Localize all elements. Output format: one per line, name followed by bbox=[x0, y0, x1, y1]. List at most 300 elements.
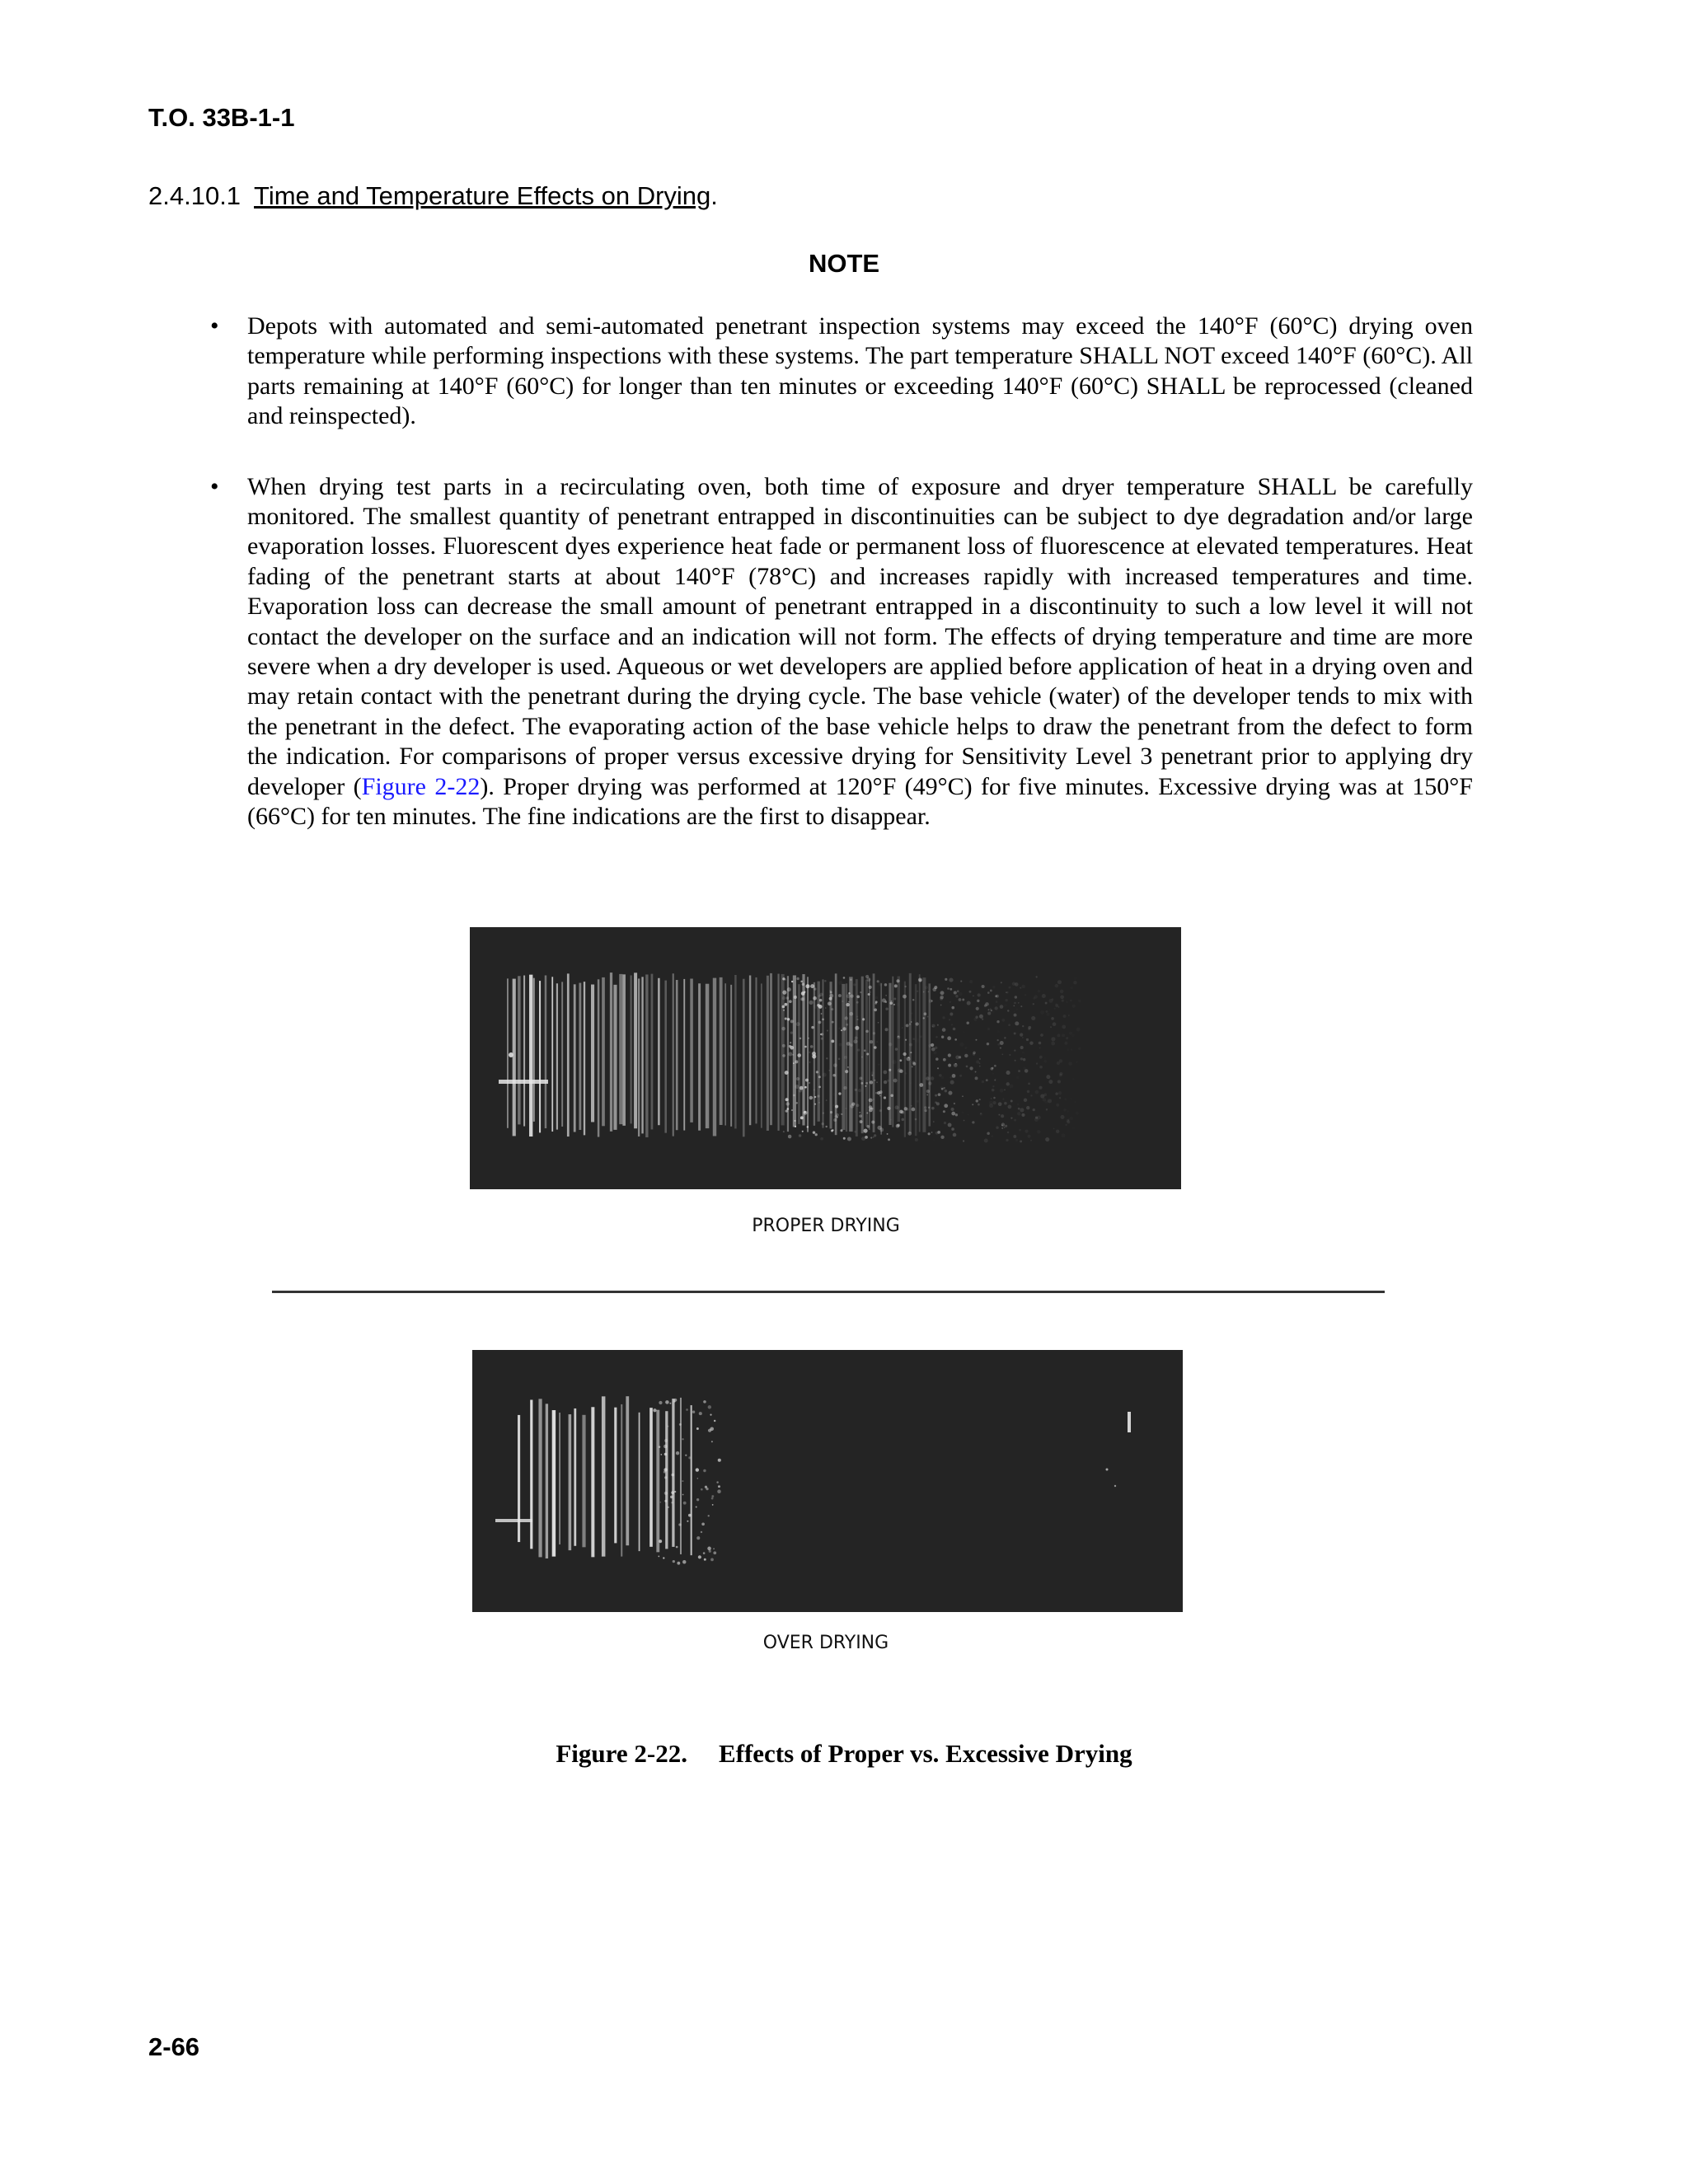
speckle bbox=[1029, 1041, 1033, 1044]
speckle bbox=[924, 1106, 926, 1108]
proper-drying-caption: PROPER DRYING bbox=[752, 1216, 900, 1236]
speckle bbox=[875, 996, 878, 999]
speckle bbox=[844, 1056, 847, 1059]
speckle bbox=[840, 1129, 842, 1132]
speckle bbox=[903, 1052, 906, 1056]
speckle bbox=[658, 1556, 659, 1558]
speckle bbox=[1022, 1052, 1025, 1054]
speckle bbox=[926, 1090, 930, 1093]
speckle bbox=[945, 978, 947, 981]
speckle bbox=[964, 1054, 968, 1057]
speckle bbox=[821, 1038, 823, 1040]
speckle bbox=[1063, 1108, 1067, 1112]
over-drying-caption: OVER DRYING bbox=[762, 1633, 889, 1653]
indication-streak bbox=[567, 973, 570, 1137]
speckle bbox=[1005, 1125, 1007, 1127]
indication-streak bbox=[649, 1408, 653, 1547]
speckle bbox=[998, 1020, 1000, 1022]
speckle bbox=[889, 1069, 891, 1071]
document-id-header: T.O. 33B-1-1 bbox=[148, 103, 295, 132]
speckle bbox=[1058, 1006, 1060, 1008]
speckle bbox=[682, 1438, 683, 1440]
speckle bbox=[1039, 1047, 1041, 1049]
speckle bbox=[1071, 1048, 1072, 1050]
speckle bbox=[916, 1022, 919, 1025]
indication-streak bbox=[551, 977, 553, 1132]
speckle bbox=[931, 1024, 935, 1028]
indication-streak bbox=[915, 984, 917, 1136]
speckle bbox=[917, 991, 918, 992]
speckle bbox=[708, 1405, 711, 1408]
speckle bbox=[890, 1119, 892, 1121]
speckle bbox=[829, 994, 833, 998]
speckle bbox=[660, 1502, 662, 1503]
speckle bbox=[988, 1009, 990, 1010]
speckle bbox=[869, 1098, 873, 1102]
indication-streak bbox=[591, 1407, 594, 1557]
speckle bbox=[972, 1121, 974, 1123]
speckle bbox=[887, 1133, 889, 1135]
section-heading bbox=[148, 181, 718, 211]
speckle bbox=[915, 1038, 919, 1043]
speckle bbox=[1068, 1062, 1071, 1065]
speckle bbox=[854, 1131, 856, 1133]
speckle bbox=[790, 1042, 791, 1043]
speckle bbox=[1007, 1132, 1009, 1133]
speckle bbox=[796, 1022, 800, 1026]
indication-streak bbox=[561, 982, 563, 1127]
speckle bbox=[860, 1082, 863, 1085]
speckle bbox=[790, 1031, 793, 1033]
speckle bbox=[718, 1485, 720, 1488]
speckle bbox=[831, 1008, 833, 1010]
speckle bbox=[1057, 1062, 1060, 1065]
speckle bbox=[903, 995, 907, 999]
speckle bbox=[950, 1076, 952, 1079]
speckle bbox=[990, 990, 992, 992]
speckle bbox=[912, 999, 914, 1001]
speckle bbox=[941, 1036, 944, 1038]
speckle bbox=[664, 1500, 667, 1502]
speckle bbox=[877, 980, 879, 982]
speckle bbox=[1004, 1089, 1006, 1090]
indication-streak bbox=[626, 1396, 629, 1545]
indication-streak bbox=[518, 976, 520, 1124]
speckle bbox=[1004, 1127, 1006, 1128]
speckle bbox=[671, 1474, 674, 1477]
speckle bbox=[838, 994, 842, 997]
speckle bbox=[1071, 1098, 1072, 1099]
speckle bbox=[1033, 1003, 1034, 1005]
speckle bbox=[833, 1063, 837, 1067]
speckle bbox=[897, 1124, 900, 1127]
indication-streak bbox=[683, 979, 685, 1131]
speckle bbox=[975, 1015, 978, 1018]
speckle bbox=[1004, 1037, 1006, 1038]
indication-streak bbox=[761, 983, 762, 1127]
speckle bbox=[947, 1036, 951, 1040]
speckle bbox=[864, 1049, 866, 1052]
speckle bbox=[949, 977, 953, 982]
speckle bbox=[1037, 1130, 1040, 1133]
speckle bbox=[1021, 1113, 1025, 1117]
speckle bbox=[1022, 1037, 1024, 1038]
speckle bbox=[925, 986, 928, 989]
note-bullet-text-after-link: ). Proper drying was performed at 120°F (49°C) for five minutes. Excessive drying was at 150°F (66°C) for ten minutes. The fine indications are the first to disappear. bbox=[247, 772, 1473, 831]
speckle bbox=[1051, 1037, 1055, 1041]
speckle bbox=[979, 1015, 983, 1019]
indication-streak bbox=[898, 976, 900, 1122]
speckle bbox=[835, 1105, 838, 1108]
speckle bbox=[885, 1007, 888, 1010]
speckle bbox=[682, 1560, 686, 1563]
speckle bbox=[837, 1000, 840, 1002]
speckle bbox=[1043, 1093, 1047, 1096]
speckle bbox=[1055, 1092, 1058, 1095]
speckle bbox=[997, 1030, 1000, 1033]
speckle bbox=[848, 1067, 850, 1069]
speckle bbox=[782, 996, 785, 1000]
speckle bbox=[955, 1055, 959, 1059]
speckle bbox=[890, 1002, 893, 1005]
speckle bbox=[874, 1046, 877, 1049]
speckle bbox=[1044, 1100, 1048, 1104]
indication-streak bbox=[680, 1398, 682, 1554]
speckle bbox=[1027, 1090, 1029, 1093]
speckle bbox=[804, 1046, 807, 1048]
speckle bbox=[1044, 1060, 1047, 1062]
speckle bbox=[820, 1033, 822, 1035]
speckle bbox=[1033, 1108, 1035, 1111]
speckle bbox=[1031, 984, 1034, 987]
speckle bbox=[923, 1017, 925, 1019]
speckle bbox=[845, 1016, 848, 1019]
indication-streak bbox=[904, 982, 906, 1137]
speckle bbox=[710, 1558, 714, 1561]
speckle bbox=[1062, 1133, 1066, 1137]
speckle bbox=[861, 1056, 863, 1057]
speckle bbox=[696, 1536, 700, 1540]
speckle bbox=[802, 983, 804, 986]
speckle bbox=[1015, 1060, 1016, 1062]
speckle bbox=[879, 1095, 881, 1097]
speckle bbox=[845, 1070, 848, 1073]
speckle bbox=[933, 1121, 935, 1122]
speckle bbox=[817, 1095, 819, 1098]
speckle bbox=[909, 1023, 911, 1024]
indication-streak bbox=[582, 1415, 585, 1548]
speckle bbox=[1045, 1010, 1048, 1013]
speckle bbox=[813, 1131, 815, 1133]
speckle bbox=[842, 1027, 846, 1030]
speckle bbox=[991, 1098, 992, 1099]
speckle bbox=[931, 1076, 934, 1080]
speckle bbox=[1020, 989, 1025, 993]
speckle bbox=[667, 1426, 668, 1427]
speckle bbox=[979, 1058, 981, 1060]
speckle bbox=[941, 1088, 944, 1090]
indication-streak bbox=[574, 1408, 576, 1546]
speckle bbox=[717, 1489, 721, 1493]
speckle bbox=[976, 1099, 978, 1102]
speckle bbox=[1014, 1002, 1016, 1005]
speckle bbox=[901, 1118, 904, 1122]
speckle bbox=[978, 1104, 980, 1106]
speckle bbox=[1009, 987, 1011, 989]
speckle bbox=[1051, 1005, 1053, 1006]
speckle bbox=[1024, 1099, 1027, 1102]
speckle bbox=[814, 1104, 816, 1105]
indication-streak bbox=[584, 982, 585, 1135]
speckle bbox=[682, 1480, 683, 1482]
speckle bbox=[1060, 995, 1064, 999]
speckle bbox=[1020, 1046, 1024, 1049]
speckle bbox=[841, 1113, 842, 1115]
speckle bbox=[838, 1058, 841, 1061]
speckle bbox=[895, 1105, 899, 1109]
indication-streak bbox=[569, 1414, 572, 1550]
speckle bbox=[1050, 1026, 1052, 1028]
indication-streak bbox=[533, 978, 535, 1122]
speckle bbox=[982, 1080, 984, 1083]
section-title-period: . bbox=[710, 181, 718, 210]
speckle bbox=[978, 993, 981, 996]
speckle bbox=[1038, 990, 1040, 992]
speckle bbox=[858, 1089, 861, 1092]
speckle bbox=[1106, 1469, 1109, 1471]
speckle bbox=[987, 1028, 990, 1030]
speckle bbox=[948, 1091, 952, 1095]
speckle bbox=[701, 1522, 705, 1526]
speckle bbox=[937, 1067, 939, 1069]
indication-streak bbox=[861, 977, 864, 1134]
indication-streak bbox=[651, 974, 654, 1130]
speckle bbox=[874, 1002, 876, 1004]
speckle bbox=[1028, 1135, 1031, 1138]
speckle bbox=[856, 1015, 858, 1017]
indication-streak bbox=[656, 1410, 659, 1553]
speckle bbox=[935, 1047, 937, 1049]
speckle bbox=[873, 1137, 874, 1138]
speckle bbox=[935, 1036, 937, 1038]
speckle bbox=[990, 1009, 992, 1010]
speckle bbox=[979, 1099, 981, 1100]
indication-streak bbox=[538, 1399, 542, 1557]
speckle bbox=[1001, 1019, 1005, 1022]
speckle bbox=[823, 1112, 824, 1113]
indication-streak bbox=[734, 975, 736, 1128]
speckle bbox=[664, 1492, 668, 1495]
indication-streak bbox=[658, 978, 660, 1125]
speckle bbox=[800, 1116, 804, 1119]
speckle bbox=[1053, 1128, 1055, 1130]
speckle bbox=[897, 1035, 900, 1038]
speckle bbox=[942, 1028, 946, 1032]
speckle bbox=[943, 1087, 945, 1089]
speckle bbox=[809, 1062, 811, 1063]
speckle bbox=[1073, 977, 1077, 981]
figure-title: Effects of Proper vs. Excessive Drying bbox=[718, 1739, 1132, 1768]
speckle bbox=[788, 1052, 792, 1057]
indication-streak bbox=[743, 979, 745, 1137]
speckle bbox=[879, 982, 883, 987]
speckle bbox=[924, 1012, 927, 1015]
speckle bbox=[959, 992, 963, 996]
speckle bbox=[1007, 1010, 1009, 1011]
speckle bbox=[796, 1077, 799, 1080]
speckle bbox=[825, 1007, 827, 1009]
speckle bbox=[865, 1030, 869, 1033]
speckle bbox=[855, 1036, 858, 1039]
figure-reference-link[interactable]: Figure 2-22 bbox=[361, 772, 481, 800]
speckle bbox=[960, 981, 962, 982]
speckle bbox=[813, 996, 817, 1001]
indication-streak bbox=[546, 1404, 548, 1558]
speckle bbox=[973, 996, 974, 997]
bullet-dot-icon: • bbox=[210, 472, 219, 500]
speckle bbox=[935, 1094, 937, 1097]
speckle bbox=[1047, 1013, 1050, 1016]
speckle bbox=[1016, 1076, 1019, 1079]
speckle bbox=[821, 1013, 823, 1015]
speckle bbox=[987, 1012, 991, 1015]
speckle bbox=[969, 1066, 973, 1070]
speckle bbox=[994, 1079, 996, 1080]
speckle bbox=[885, 995, 887, 996]
speckle bbox=[1071, 1033, 1075, 1037]
speckle bbox=[895, 1047, 898, 1050]
speckle bbox=[848, 1001, 850, 1003]
note-bullet-list bbox=[210, 312, 1473, 832]
speckle bbox=[676, 1451, 679, 1455]
speckle bbox=[804, 1111, 806, 1113]
indication-streak bbox=[929, 983, 931, 1126]
speckle bbox=[683, 1502, 687, 1505]
indication-streak bbox=[539, 981, 541, 1132]
speckle bbox=[975, 1039, 977, 1041]
speckle bbox=[996, 1126, 998, 1128]
speckle bbox=[874, 1080, 875, 1081]
speckle bbox=[714, 1420, 715, 1422]
speckle bbox=[953, 1028, 956, 1031]
speckle bbox=[845, 1108, 846, 1109]
indication-streak bbox=[622, 974, 626, 1126]
speckle bbox=[964, 1120, 965, 1122]
speckle bbox=[987, 1132, 990, 1136]
speckle bbox=[1028, 1083, 1030, 1085]
speckle bbox=[704, 1558, 706, 1561]
speckle bbox=[862, 1018, 865, 1020]
indication-streak bbox=[591, 985, 594, 1122]
speckle bbox=[998, 1102, 1002, 1106]
indication-streak bbox=[770, 973, 772, 1125]
speckle bbox=[1067, 1048, 1069, 1051]
indication-streak bbox=[495, 1519, 532, 1522]
speckle bbox=[874, 1009, 877, 1012]
speckle bbox=[935, 1057, 939, 1061]
speckle bbox=[1026, 1038, 1029, 1041]
speckle bbox=[911, 1018, 915, 1022]
speckle bbox=[975, 1071, 977, 1073]
speckle bbox=[664, 1476, 667, 1479]
speckle bbox=[1078, 978, 1080, 980]
speckle bbox=[884, 1071, 888, 1075]
speckle bbox=[966, 1066, 968, 1068]
note-bullet-1 bbox=[210, 312, 1473, 432]
speckle bbox=[1017, 1112, 1020, 1115]
speckle bbox=[1052, 998, 1054, 1001]
speckle bbox=[950, 1012, 953, 1015]
speckle bbox=[1039, 1056, 1043, 1059]
speckle bbox=[1006, 1082, 1010, 1085]
speckle bbox=[1055, 984, 1058, 987]
speckle bbox=[1057, 1085, 1059, 1086]
speckle bbox=[785, 1109, 788, 1112]
speckle bbox=[687, 1521, 688, 1522]
speckle bbox=[987, 991, 990, 994]
speckle bbox=[791, 981, 793, 982]
speckle bbox=[928, 991, 930, 993]
speckle bbox=[718, 1459, 721, 1462]
speckle bbox=[991, 1135, 993, 1137]
speckle bbox=[908, 1057, 910, 1058]
speckle bbox=[701, 1531, 702, 1533]
speckle bbox=[671, 1491, 674, 1494]
speckle bbox=[1045, 1107, 1048, 1110]
speckle bbox=[1020, 1057, 1023, 1060]
speckle bbox=[818, 1086, 821, 1089]
indication-streak bbox=[691, 1405, 692, 1555]
speckle bbox=[992, 1085, 994, 1087]
speckle bbox=[663, 1471, 666, 1474]
indication-streak bbox=[513, 979, 516, 1137]
speckle bbox=[951, 1006, 954, 1010]
speckle bbox=[931, 1043, 934, 1047]
indication-streak bbox=[706, 984, 709, 1128]
indication-streak bbox=[676, 980, 678, 1130]
speckle bbox=[987, 1043, 989, 1045]
speckle bbox=[940, 1005, 942, 1006]
speckle bbox=[959, 1075, 962, 1077]
speckle bbox=[814, 1090, 815, 1091]
speckle bbox=[866, 977, 870, 982]
speckle bbox=[884, 1001, 887, 1003]
speckle bbox=[820, 1137, 823, 1141]
speckle bbox=[1063, 1015, 1067, 1018]
speckle bbox=[1002, 1099, 1004, 1100]
indication-streak bbox=[507, 978, 509, 1127]
speckle bbox=[1001, 1125, 1003, 1127]
speckle bbox=[1043, 1057, 1046, 1060]
speckle bbox=[911, 1021, 912, 1023]
indication-streak bbox=[1128, 1412, 1131, 1432]
speckle bbox=[819, 999, 823, 1002]
speckle bbox=[992, 1067, 993, 1069]
speckle bbox=[890, 1094, 893, 1097]
speckle bbox=[796, 1102, 798, 1104]
speckle bbox=[793, 1062, 795, 1064]
speckle bbox=[1045, 1002, 1048, 1005]
speckle bbox=[810, 984, 814, 988]
speckle bbox=[797, 1053, 801, 1057]
speckle bbox=[1053, 1022, 1057, 1026]
speckle bbox=[965, 1047, 968, 1049]
speckle bbox=[826, 1057, 828, 1059]
speckle bbox=[969, 980, 973, 983]
speckle bbox=[1051, 1017, 1054, 1020]
speckle bbox=[1048, 1099, 1052, 1103]
speckle bbox=[1071, 1126, 1075, 1129]
